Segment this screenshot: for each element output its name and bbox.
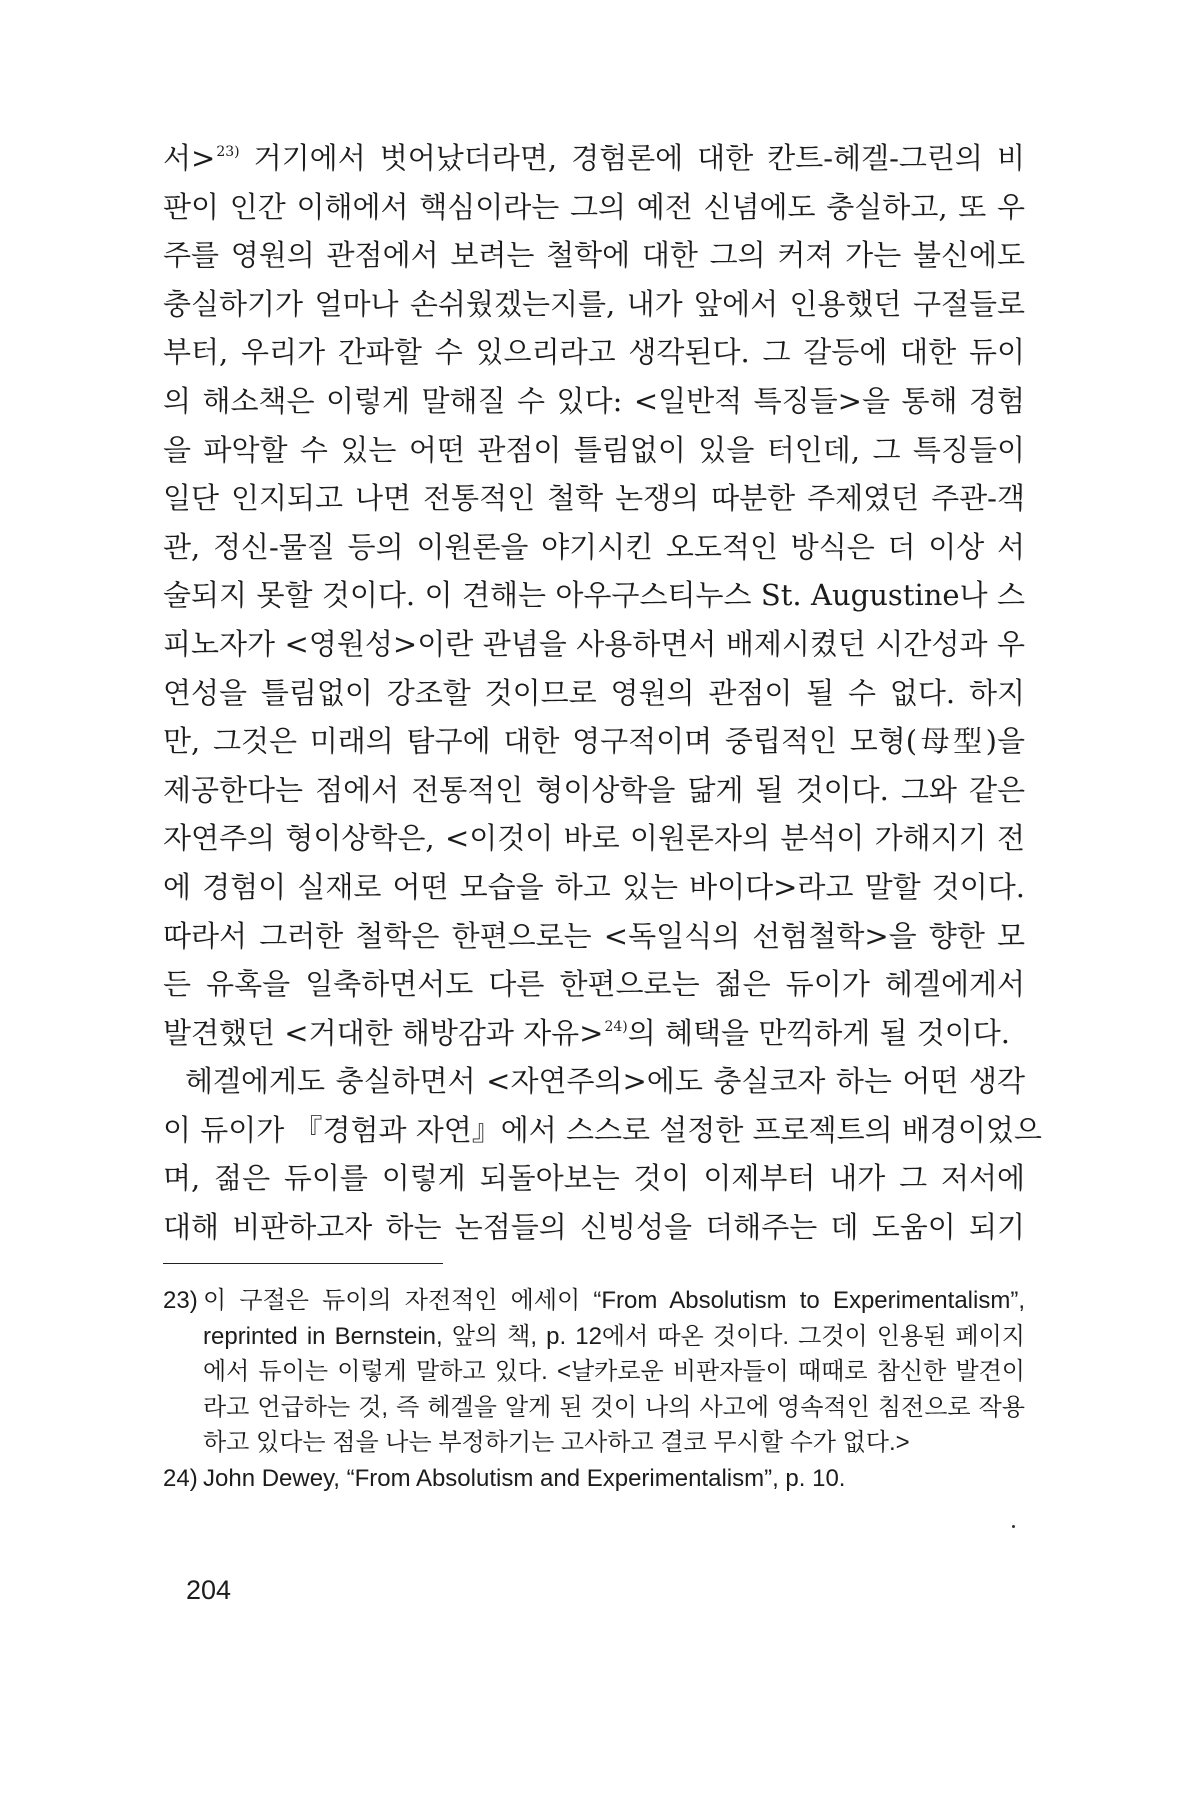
- body-line-23: 대해 비판하고자 하는 논점들의 신빙성을 더해주는 데 도움이 되기: [163, 1210, 1025, 1245]
- footnote-23: [163, 1283, 1025, 1461]
- footnote-ref-24[interactable]: 24): [604, 1018, 628, 1035]
- body-line-15: 자연주의 형이상학은, <이것이 바로 이원론자의 분석이 가해지기 전: [163, 821, 1025, 856]
- body-line-5: 부터, 우리가 간파할 수 있으리라고 생각된다. 그 갈등에 대한 듀이: [163, 335, 1025, 370]
- footnote-line: 에서 듀이는 이렇게 말하고 있다. <날카로운 비판자들이 때때로 참신한 발견이: [203, 1358, 1025, 1385]
- body-line-13: 만, 그것은 미래의 탐구에 대한 영구적이며 중립적인 모형(母型)을: [163, 724, 1025, 759]
- page-number: 204: [186, 1575, 232, 1605]
- footnote-divider: [163, 1263, 443, 1264]
- body-line-22: 며, 젊은 듀이를 이렇게 되돌아보는 것이 이제부터 내가 그 저서에: [163, 1161, 1025, 1196]
- body-line-2: 판이 인간 이해에서 핵심이라는 그의 예전 신념에도 충실하고, 또 우: [163, 189, 1025, 224]
- body-line-21: 이 듀이가 『경험과 자연』에서 스스로 설정한 프로젝트의 배경이었으: [163, 1112, 1042, 1147]
- footnote-line: John Dewey, “From Absolutism and Experimentalism”, p. 10.: [203, 1464, 846, 1492]
- body-line-20: 헤겔에게도 충실하면서 <자연주의>에도 충실코자 하는 어떤 생각: [185, 1064, 1025, 1099]
- footnote-number: 23): [163, 1287, 198, 1314]
- footnote-line: 이 구절은 듀이의 자전적인 에세이 “From Absolutism to Experimentalism”,: [203, 1287, 1025, 1314]
- body-line-6: 의 해소책은 이렇게 말해질 수 있다: <일반적 특징들>을 통해 경험: [163, 383, 1025, 418]
- footnote-line: 하고 있다는 점을 나는 부정하기는 고사하고 결코 무시할 수가 없다.>: [203, 1429, 910, 1456]
- body-line-11: 피노자가 <영원성>이란 관념을 사용하면서 배제시켰던 시간성과 우: [163, 626, 1025, 661]
- body-line-1: 서>$^{23)}$ 거기에서 벗어났더라면, 경험론에 대한 칸트-헤겔-그린의 비: [163, 141, 1025, 175]
- body-line-14: 제공한다는 점에서 전통적인 형이상학을 닮게 될 것이다. 그와 같은: [163, 772, 1025, 807]
- footnote-line: reprinted in Bernstein, 앞의 책, p. 12에서 따온 것이다. 그것이 인용된 페이지: [203, 1322, 1025, 1350]
- body-line-8: 일단 인지되고 나면 전통적인 철학 논쟁의 따분한 주제였던 주관-객: [163, 481, 1025, 516]
- footnotes: [163, 1283, 1025, 1496]
- footnote-24: [163, 1461, 1025, 1497]
- body-line-3: 주를 영원의 관점에서 보려는 철학에 대한 그의 커져 가는 불신에도: [163, 238, 1025, 273]
- body-line-16: 에 경험이 실재로 어떤 모습을 하고 있는 바이다>라고 말할 것이다.: [163, 869, 1025, 904]
- body-line-17: 따라서 그러한 철학은 한편으로는 <독일식의 선험철학>을 향한 모: [163, 918, 1025, 953]
- body-text: [163, 134, 1042, 1252]
- footnote-ref-23[interactable]: 23): [216, 144, 240, 160]
- body-line-19: 발견했던 <거대한 해방감과 자유>$^{24)}$의 혜택을 만끽하게 될 것이다.: [163, 1015, 1010, 1050]
- body-line-4: 충실하기가 얼마나 손쉬웠겠는지를, 내가 앞에서 인용했던 구절들로: [163, 286, 1025, 321]
- footnote-number: 24): [163, 1464, 198, 1492]
- footnote-line: 라고 언급하는 것, 즉 헤겔을 알게 된 것이 나의 사고에 영속적인 침전으로 작용: [203, 1393, 1025, 1421]
- body-line-9: 관, 정신-물질 등의 이원론을 야기시킨 오도적인 방식은 더 이상 서: [163, 529, 1025, 564]
- body-line-18: 든 유혹을 일축하면서도 다른 한편으로는 젊은 듀이가 헤겔에게서: [163, 967, 1025, 1002]
- body-line-10: 술되지 못할 것이다. 이 견해는 아우구스티누스 St. Augustine나 스: [163, 578, 1025, 613]
- body-line-7: 을 파악할 수 있는 어떤 관점이 틀림없이 있을 터인데, 그 특징들이: [163, 432, 1025, 467]
- body-line-12: 연성을 틀림없이 강조할 것이므로 영원의 관점이 될 수 없다. 하지: [163, 675, 1025, 710]
- scan-speck: [1012, 1525, 1015, 1528]
